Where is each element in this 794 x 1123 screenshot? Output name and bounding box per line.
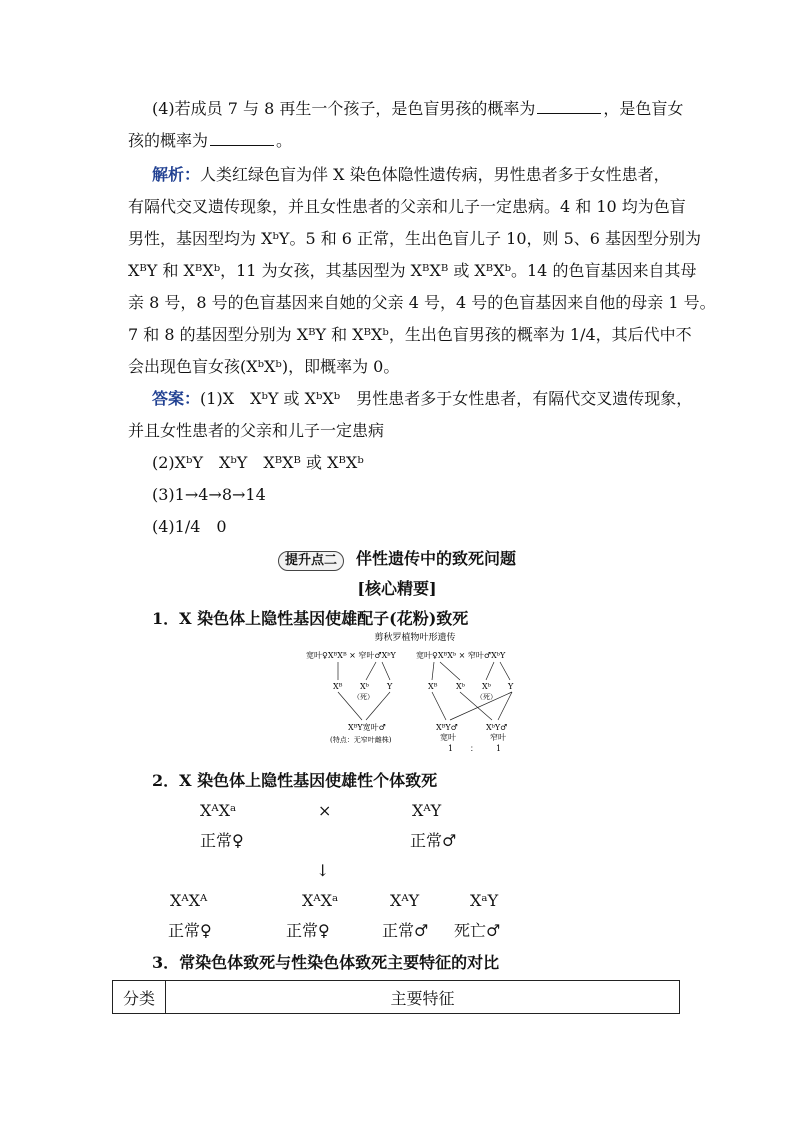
left-note: (特点：无窄叶雌株) xyxy=(330,736,392,744)
left-gamete-3: Y xyxy=(387,682,393,691)
right-line-8 xyxy=(498,692,512,720)
right-offspring-1-label: 宽叶 xyxy=(440,733,456,742)
analysis-line-3: 男性，基因型均为 XᵇY。5 和 6 正常，生出色盲儿子 10，则 5、6 基因型分别为 xyxy=(128,229,702,248)
inheritance-diagram xyxy=(300,628,530,754)
cross-symbol: × xyxy=(318,801,332,820)
analysis-line-2: 有隔代交叉遗传现象，并且女性患者的父亲和儿子一定患病。4 和 10 均为色盲 xyxy=(128,197,686,216)
left-line-2 xyxy=(366,662,376,680)
parent-female-genotype: XᴬXᵃ xyxy=(200,801,237,820)
offspring-4-label: 死亡♂ xyxy=(454,921,501,940)
left-cross: 宽叶♀XᴮXᴮ × 窄叶♂XᵇY xyxy=(306,651,396,660)
offspring-2-label: 正常♀ xyxy=(286,921,330,940)
left-line-3 xyxy=(382,662,390,680)
item-1-title: 1．X 染色体上隐性基因使雄配子(花粉)致死 xyxy=(152,609,469,628)
right-offspring-2: XᵇY♂ xyxy=(486,723,508,732)
analysis-line-1: 解析：人类红绿色盲为伴 X 染色体隐性遗传病，男性患者多于女性患者， xyxy=(152,165,670,184)
right-gamete-3: Xᵇ xyxy=(482,682,491,691)
right-line-3 xyxy=(486,662,494,680)
answer-blank-1 xyxy=(537,99,601,114)
right-line-1 xyxy=(432,662,434,680)
parent-male-label: 正常♂ xyxy=(410,831,457,850)
offspring-3-label: 正常♂ xyxy=(382,921,429,940)
right-line-2 xyxy=(440,662,460,680)
comparison-table xyxy=(112,980,680,1014)
right-gamete-2: Xᵇ xyxy=(456,682,465,691)
right-line-5 xyxy=(432,692,446,720)
question-4-line-2: 孩的概率为 。 xyxy=(128,131,293,150)
section-heading xyxy=(0,548,794,571)
answer-3: (3)1→4→8→14 xyxy=(152,485,266,504)
section-subtitle: [核心精要] xyxy=(357,579,437,598)
right-ratio-b: 1 xyxy=(496,744,502,753)
right-ratio-sep: ： xyxy=(470,744,478,753)
table-header-row xyxy=(113,981,680,1014)
right-ratio-a: 1 xyxy=(448,744,454,753)
down-arrow: ↓ xyxy=(316,861,330,880)
right-gamete-3-note: （死） xyxy=(476,693,497,701)
right-offspring-2-label: 窄叶 xyxy=(490,733,506,742)
section-badge: 提升点二 xyxy=(278,551,344,571)
right-gamete-4: Y xyxy=(508,682,514,691)
question-4-line-1: (4)若成员 7 与 8 再生一个孩子，是色盲男孩的概率为 ，是色盲女 xyxy=(152,99,684,118)
offspring-2-genotype: XᴬXᵃ xyxy=(302,891,339,910)
answer-label: 答案 xyxy=(152,389,185,408)
analysis-line-7: 会出现色盲女孩(XᵇXᵇ)，即概率为 0。 xyxy=(128,357,400,376)
answer-2: (2)XᵇY XᵇY XᴮXᴮ 或 XᴮXᵇ xyxy=(152,453,364,472)
left-gamete-1: Xᴮ xyxy=(333,682,343,691)
offspring-1-genotype: XᴬXᴬ xyxy=(170,891,208,910)
table-header-category: 分类 xyxy=(113,981,166,1014)
answer-line-1: 答案：(1)X XᵇY 或 XᵇXᵇ 男性患者多于女性患者，有隔代交叉遗传现象， xyxy=(152,389,693,408)
parent-female-label: 正常♀ xyxy=(200,831,244,850)
analysis-line-5: 亲 8 号，8 号的色盲基因来自她的父亲 4 号，4 号的色盲基因来自他的母亲 1 号。 xyxy=(128,293,716,312)
offspring-3-genotype: XᴬY xyxy=(390,891,420,910)
left-gamete-2-note: （死） xyxy=(353,693,374,701)
table-header-features: 主要特征 xyxy=(166,981,680,1014)
right-line-4 xyxy=(500,662,510,680)
left-gamete-2: Xᵇ xyxy=(360,682,369,691)
right-gamete-1: Xᴮ xyxy=(428,682,438,691)
offspring-1-label: 正常♀ xyxy=(168,921,212,940)
section-title: 伴性遗传中的致死问题 xyxy=(356,549,517,568)
item-3-title: 3．常染色体致死与性染色体致死主要特征的对比 xyxy=(152,953,500,972)
answer-blank-2 xyxy=(210,131,274,146)
analysis-line-4: XᴮY 和 XᴮXᵇ，11 为女孩，其基因型为 XᴮXᴮ 或 XᴮXᵇ。14 的色盲基因来自其母 xyxy=(128,261,697,280)
right-offspring-1: XᴮY♂ xyxy=(436,723,458,732)
parent-male-genotype: XᴬY xyxy=(412,801,442,820)
analysis-line-6: 7 和 8 的基因型分别为 XᴮY 和 XᴮXᵇ，生出色盲男孩的概率为 1/4，其后代中不 xyxy=(128,325,692,344)
offspring-4-genotype: XᵃY xyxy=(470,891,499,910)
analysis-label: 解析 xyxy=(152,165,185,184)
right-cross: 宽叶♀XᴮXᵇ × 窄叶♂XᵇY xyxy=(416,651,506,660)
answer-line-2: 并且女性患者的父亲和儿子一定患病 xyxy=(128,421,385,440)
answer-4: (4)1/4 0 xyxy=(152,517,227,536)
diagram-title: 剪秋罗植物叶形遗传 xyxy=(374,633,456,643)
left-offspring: XᴮY宽叶♂ xyxy=(348,723,386,732)
item-2-title: 2．X 染色体上隐性基因使雄性个体致死 xyxy=(152,771,438,790)
